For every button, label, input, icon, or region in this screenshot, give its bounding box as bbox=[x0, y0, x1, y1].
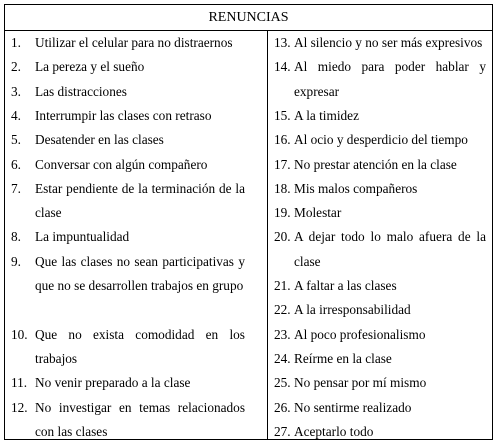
item-number: 14. bbox=[274, 59, 291, 75]
item-number: 11. bbox=[11, 375, 28, 391]
item-number: 15. bbox=[274, 107, 291, 123]
item-number: 2. bbox=[11, 59, 21, 75]
item-number: 22. bbox=[274, 302, 291, 318]
item-text: Desatender en las clases bbox=[35, 132, 164, 148]
item-text: Aceptarlo todo bbox=[294, 423, 374, 439]
item-number: 16. bbox=[274, 132, 291, 148]
item-text: La pereza y el sueño bbox=[35, 59, 145, 75]
item-text: No prestar atención en la clase bbox=[294, 156, 457, 172]
item-text: Las distracciones bbox=[35, 83, 127, 99]
item-text: La impuntualidad bbox=[35, 229, 130, 245]
item-text: Molestar bbox=[294, 205, 342, 221]
item-text: No pensar por mí mismo bbox=[294, 375, 427, 391]
item-number: 4. bbox=[11, 107, 21, 123]
item-number: 25. bbox=[274, 375, 291, 391]
item-text: A la irresponsabilidad bbox=[294, 302, 411, 318]
item-text: Al miedo para poder hablar y expresar bbox=[294, 59, 486, 99]
item-text: Que las clases no sean participativas y que no se desarrollen trabajos en grupo bbox=[35, 253, 245, 293]
item-number: 10. bbox=[11, 326, 28, 342]
item-text: Al poco profesionalismo bbox=[294, 326, 426, 342]
item-text: A la timidez bbox=[294, 107, 359, 123]
item-text: Estar pendiente de la terminación de la clase bbox=[35, 180, 245, 221]
item-number: 21. bbox=[274, 278, 291, 293]
item-number: 8. bbox=[11, 229, 21, 245]
table-body bbox=[5, 31, 492, 439]
item-number: 19. bbox=[274, 205, 291, 221]
item-number: 3. bbox=[11, 83, 21, 99]
item-number: 12. bbox=[11, 399, 28, 415]
item-number: 20. bbox=[274, 229, 291, 245]
renuncias-table bbox=[4, 4, 493, 440]
table-title: RENUNCIAS bbox=[5, 5, 492, 31]
item-text: No investigar en temas relacionados con las clases bbox=[35, 399, 245, 439]
item-number: 26. bbox=[274, 399, 291, 415]
item-text: No sentirme realizado bbox=[294, 399, 412, 415]
item-number: 18. bbox=[274, 180, 291, 196]
right-column bbox=[268, 31, 492, 439]
item-number: 17. bbox=[274, 156, 291, 172]
item-text: Al silencio y no ser más expresivos bbox=[294, 35, 483, 50]
item-number: 13. bbox=[274, 35, 291, 50]
item-text: Conversar con algún compañero bbox=[35, 156, 208, 172]
item-text: Que no exista comodidad en los trabajos bbox=[35, 326, 245, 366]
item-text: No venir preparado a la clase bbox=[35, 375, 191, 391]
item-number: 23. bbox=[274, 326, 291, 342]
item-text: Interrumpir las clases con retraso bbox=[35, 107, 212, 123]
item-number: 7. bbox=[11, 180, 21, 196]
item-number: 24. bbox=[274, 350, 291, 366]
item-text: Al ocio y desperdicio del tiempo bbox=[294, 132, 468, 148]
item-number: 9. bbox=[11, 253, 21, 269]
item-number: 27. bbox=[274, 423, 291, 439]
item-number: 1. bbox=[11, 35, 21, 50]
item-number: 5. bbox=[11, 132, 21, 148]
item-number: 6. bbox=[11, 156, 21, 172]
item-text: Utilizar el celular para no distraernos bbox=[35, 35, 233, 50]
item-text: Mis malos compañeros bbox=[294, 180, 418, 196]
left-column bbox=[5, 31, 268, 439]
item-text: A dejar todo lo malo afuera de la clase bbox=[294, 229, 486, 269]
item-text: Reírme en la clase bbox=[294, 350, 392, 366]
item-text: A faltar a las clases bbox=[294, 278, 397, 293]
